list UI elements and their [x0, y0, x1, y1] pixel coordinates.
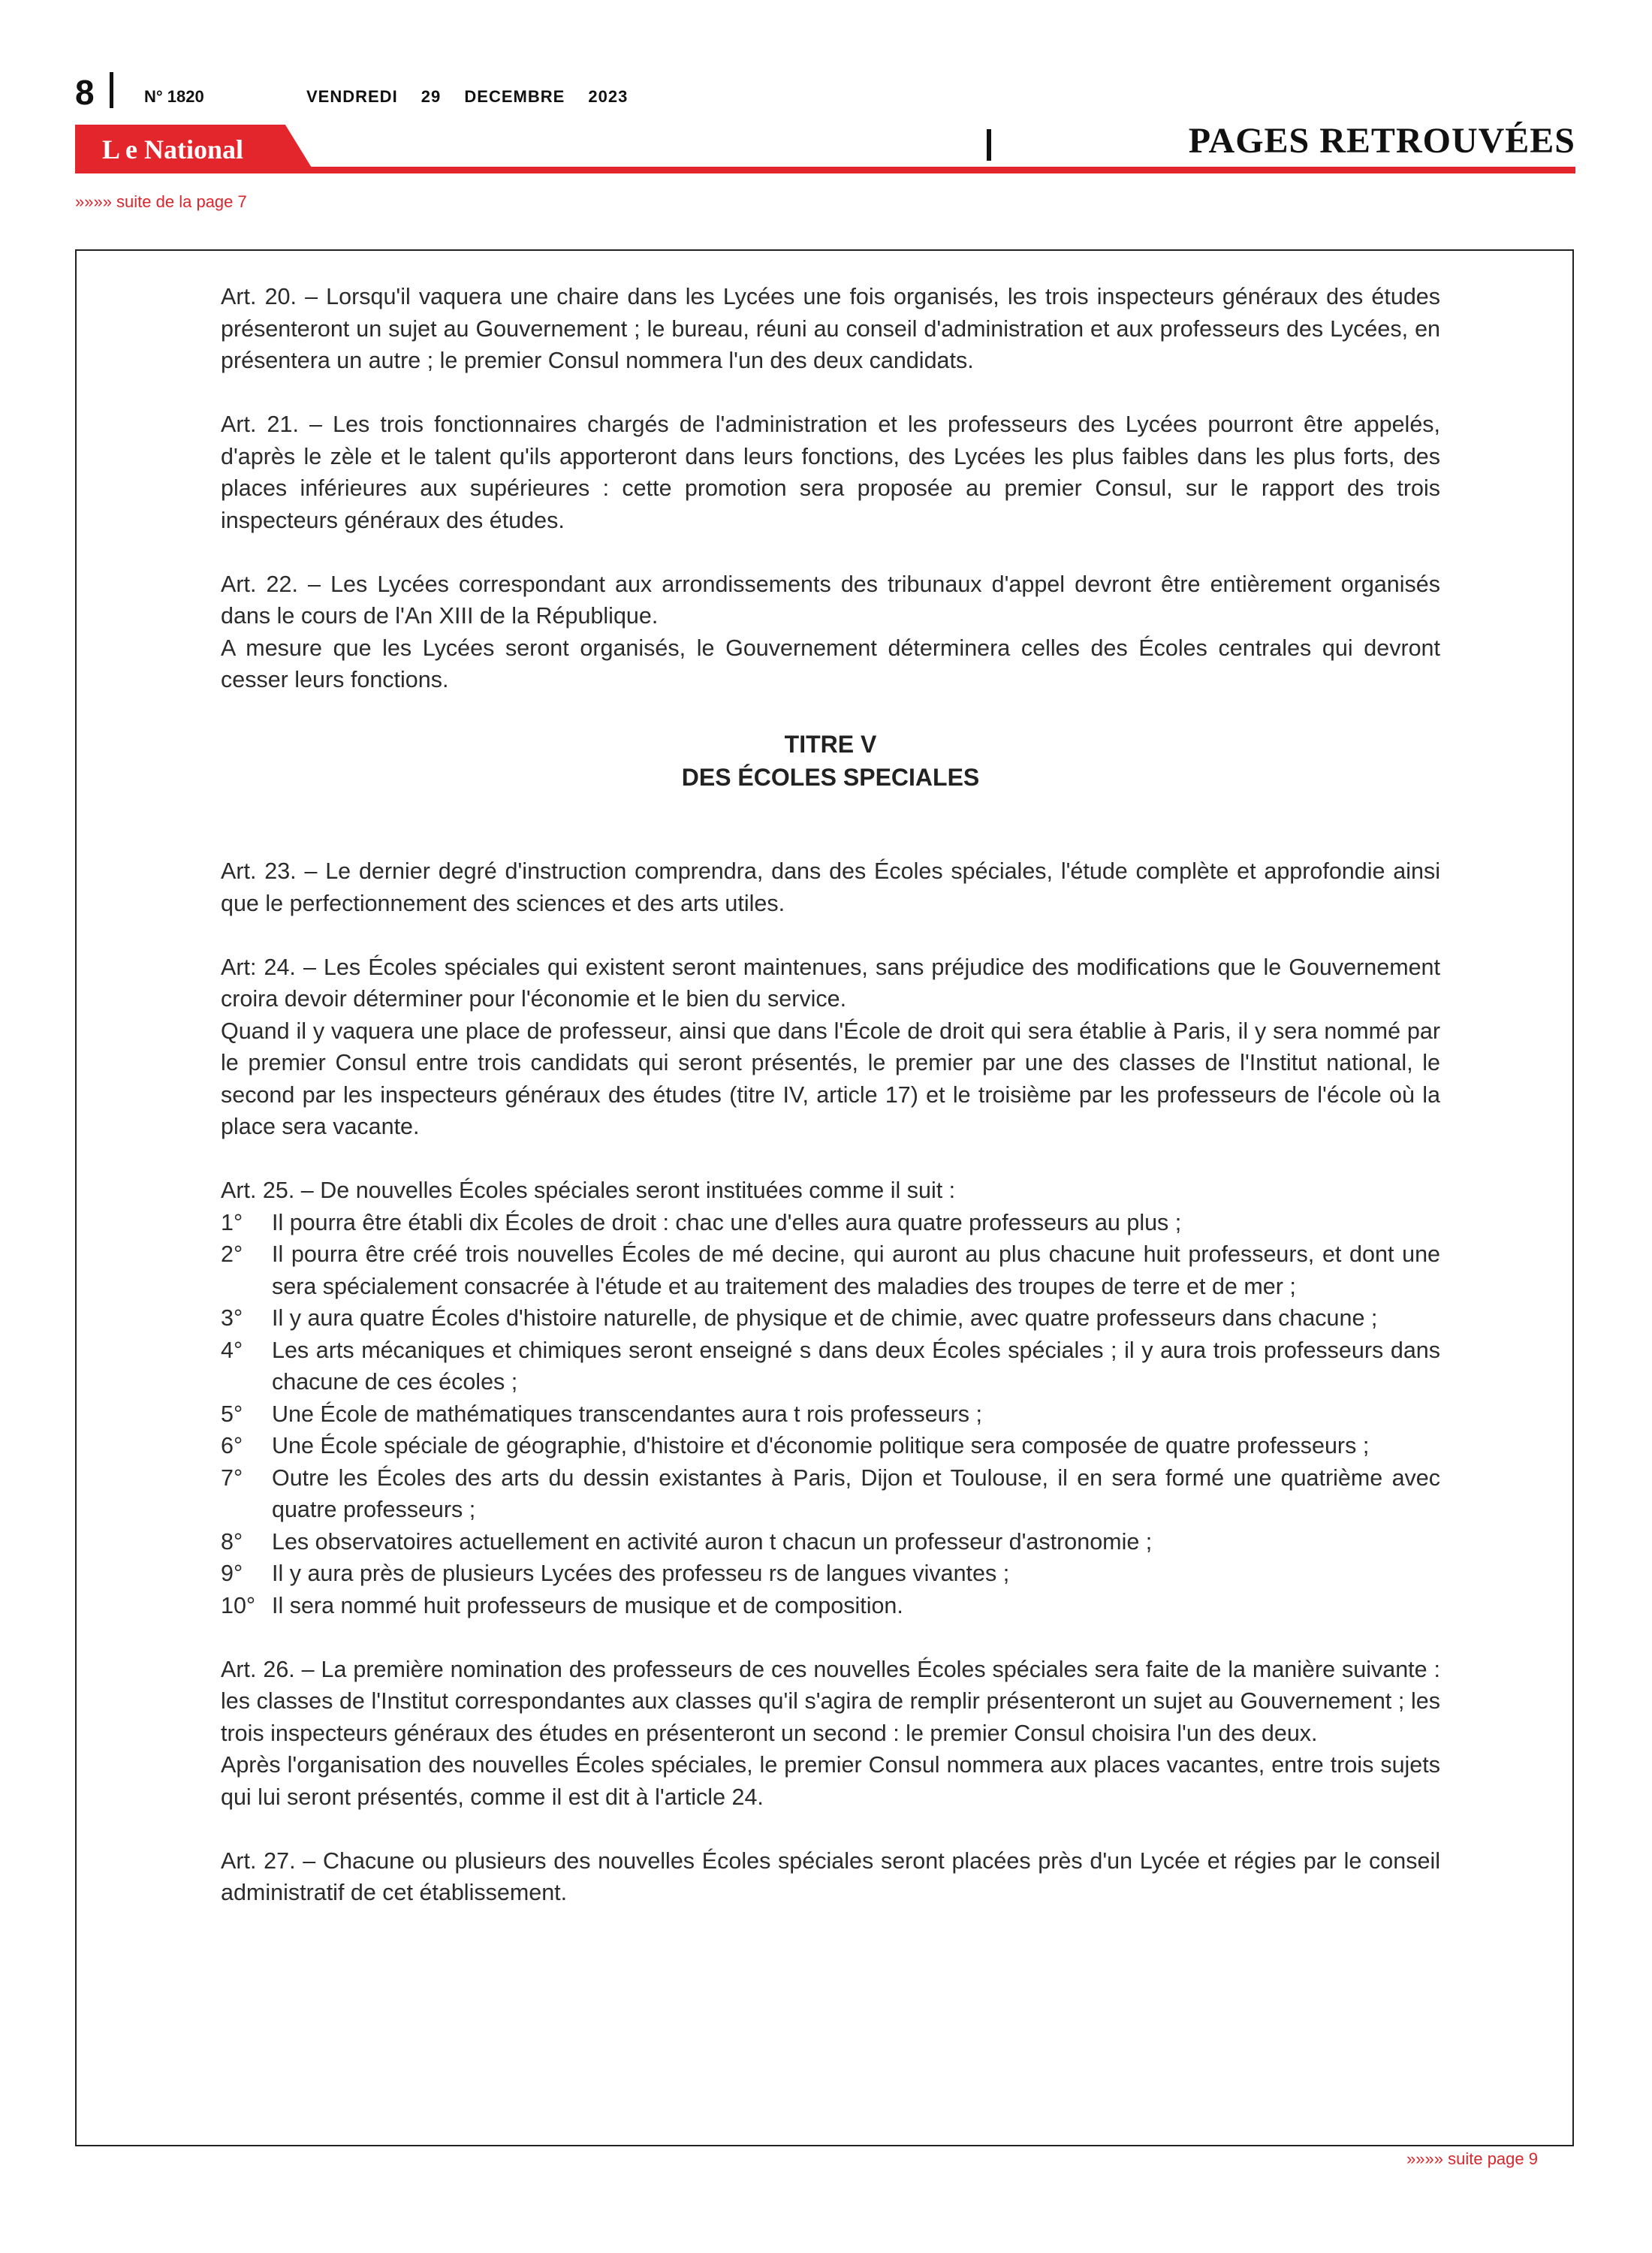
list-item — [221, 1335, 1440, 1398]
list-item — [221, 1462, 1440, 1526]
header-rule — [75, 167, 1575, 173]
list-item-text: Il y aura quatre Écoles d'histoire naturelle, de physique et de chimie, avec quatre professeurs dans chacune ; — [272, 1305, 1378, 1331]
continued-from-link[interactable]: »»»» suite de la page 7 — [75, 192, 247, 211]
list-item-text: Les observatoires actuellement en activité auron t chacun un professeur d'astronomie ; — [272, 1528, 1153, 1555]
section-heading-line2: DES ÉCOLES SPECIALES — [681, 764, 980, 791]
article-27: Art. 27. – Chacune ou plusieurs des nouvelles Écoles spéciales seront placées près d'un Lycée et régies par le conseil administratif de cet établissement. — [221, 1847, 1440, 1905]
list-item — [221, 1558, 1440, 1590]
list-item — [221, 1590, 1440, 1622]
article-25 — [221, 1175, 1440, 1621]
list-item-number: 4° — [221, 1337, 243, 1363]
list-item-number: 1° — [221, 1209, 243, 1235]
section-heading — [221, 728, 1440, 794]
list-item-number: 5° — [221, 1401, 243, 1427]
article-22-text: Art. 22. – Les Lycées correspondant aux arrondissements des tribunaux d'appel devront être entièrement organisés dans le cours de l'An XIII de la République. — [221, 571, 1440, 629]
list-item-number: 8° — [221, 1528, 243, 1555]
list-item — [221, 1430, 1440, 1462]
article-25-intro: Art. 25. – De nouvelles Écoles spéciales seront instituées comme il suit : — [221, 1178, 956, 1203]
article-21: Art. 21. – Les trois fonctionnaires chargés de l'administration et les professeurs des Lycées pourront être appelés, d'après le zèle et le talent qu'ils apporteront dans leurs fonctions, des Lycées les plus faibles dans les plus forts, des places inférieures aux supérieures : cette promotion sera proposée au premier Consul, sur le rapport des trois inspecteurs généraux des études. — [221, 412, 1440, 533]
article-22 — [221, 569, 1440, 696]
continued-on-link[interactable]: »»»» suite page 9 — [1406, 2149, 1538, 2168]
article-23: Art. 23. – Le dernier degré d'instruction comprendra, dans des Écoles spéciales, l'étude complète et approfondie ainsi que le perfectionnement des sciences et des arts utiles. — [221, 858, 1440, 916]
list-item-text: Il y aura près de plusieurs Lycées des professeu rs de langues vivantes ; — [272, 1561, 1010, 1586]
issue-number: N° 1820 — [144, 87, 204, 106]
article-26-text-2: Après l'organisation des nouvelles Écoles spéciales, le premier Consul nommera aux places vacantes, entre trois sujets qui lui seront présentés, comme il est dit à l'article 24. — [221, 1752, 1440, 1810]
page-number: 8 — [75, 73, 95, 112]
list-item-text: Une École de mathématiques transcendantes aura t rois professeurs ; — [272, 1401, 983, 1427]
article-24-text: Art: 24. – Les Écoles spéciales qui existent seront maintenues, sans préjudice des modifications que le Gouvernement croira devoir déterminer pour l'économie et le bien du service. — [221, 954, 1440, 1012]
header-divider — [110, 72, 113, 108]
article-20: Art. 20. – Lorsqu'il vaquera une chaire dans les Lycées une fois organisés, les trois inspecteurs généraux des études présenteront un sujet au Gouvernement ; le bureau, réuni au conseil d'administration et aux professeurs des Lycées, en présentera un autre ; le premier Consul nommera l'un des deux candidats. — [221, 284, 1440, 373]
article-26 — [221, 1654, 1440, 1814]
article-body — [221, 281, 1440, 1941]
list-item-text: Il pourra être créé trois nouvelles Écoles de mé decine, qui auront au plus chacune huit professeurs, et dont une sera spécialement consacrée à l'étude et au traitement des maladies des troupes de terre et de mer ; — [272, 1241, 1440, 1299]
list-item — [221, 1207, 1440, 1239]
list-item — [221, 1302, 1440, 1335]
list-item — [221, 1526, 1440, 1558]
section-heading-line1: TITRE V — [784, 731, 877, 758]
list-item-number: 10° — [221, 1592, 256, 1618]
list-item-number: 9° — [221, 1561, 243, 1586]
list-item — [221, 1238, 1440, 1302]
list-item-number: 3° — [221, 1305, 243, 1331]
section-title: PAGES RETROUVÉES — [1188, 121, 1575, 161]
article-22-text-2: A mesure que les Lycées seront organisés, le Gouvernement déterminera celles des Écoles centrales qui devront cesser leurs fonctions. — [221, 635, 1440, 692]
section-divider — [987, 129, 991, 161]
list-item-text: Une École spéciale de géographie, d'histoire et d'économie politique sera composée de quatre professeurs ; — [272, 1433, 1370, 1458]
list-item-number: 7° — [221, 1464, 243, 1491]
article-24 — [221, 952, 1440, 1143]
list-item-number: 2° — [221, 1241, 243, 1267]
list-item-text: Il sera nommé huit professeurs de musique et de composition. — [272, 1592, 903, 1618]
newspaper-logo: L e National — [102, 134, 244, 164]
list-item-number: 6° — [221, 1433, 243, 1458]
list-item-text: Les arts mécaniques et chimiques seront enseigné s dans deux Écoles spéciales ; il y aura trois professeurs dans chacune de ces écoles ; — [272, 1337, 1440, 1395]
list-item-text: Il pourra être établi dix Écoles de droit : chac une d'elles aura quatre professeurs au plus ; — [272, 1209, 1182, 1235]
list-item-text: Outre les Écoles des arts du dessin existantes à Paris, Dijon et Toulouse, il en sera formé une quatrième avec quatre professeurs ; — [272, 1464, 1440, 1522]
article-26-text: Art. 26. – La première nomination des professeurs de ces nouvelles Écoles spéciales sera faite de la manière suivante : les classes de l'Institut correspondantes aux classes qu'il s'agira de remplir présenteront un sujet au Gouvernement ; les trois inspecteurs généraux des études en présenteront un second : le premier Consul choisira l'un des deux. — [221, 1656, 1440, 1746]
issue-date: VENDREDI 29 DECEMBRE 2023 — [306, 87, 629, 106]
article-24-text-2: Quand il y vaquera une place de professeur, ainsi que dans l'École de droit qui sera établie à Paris, il y sera nommé par le premier Consul entre trois candidats qui seront présentés, le premier par une des classes de l'Institut national, le second par les inspecteurs généraux des études (titre IV, article 17) et le troisième par les professeurs de l'école où la place sera vacante. — [221, 1018, 1440, 1139]
list-item — [221, 1398, 1440, 1431]
